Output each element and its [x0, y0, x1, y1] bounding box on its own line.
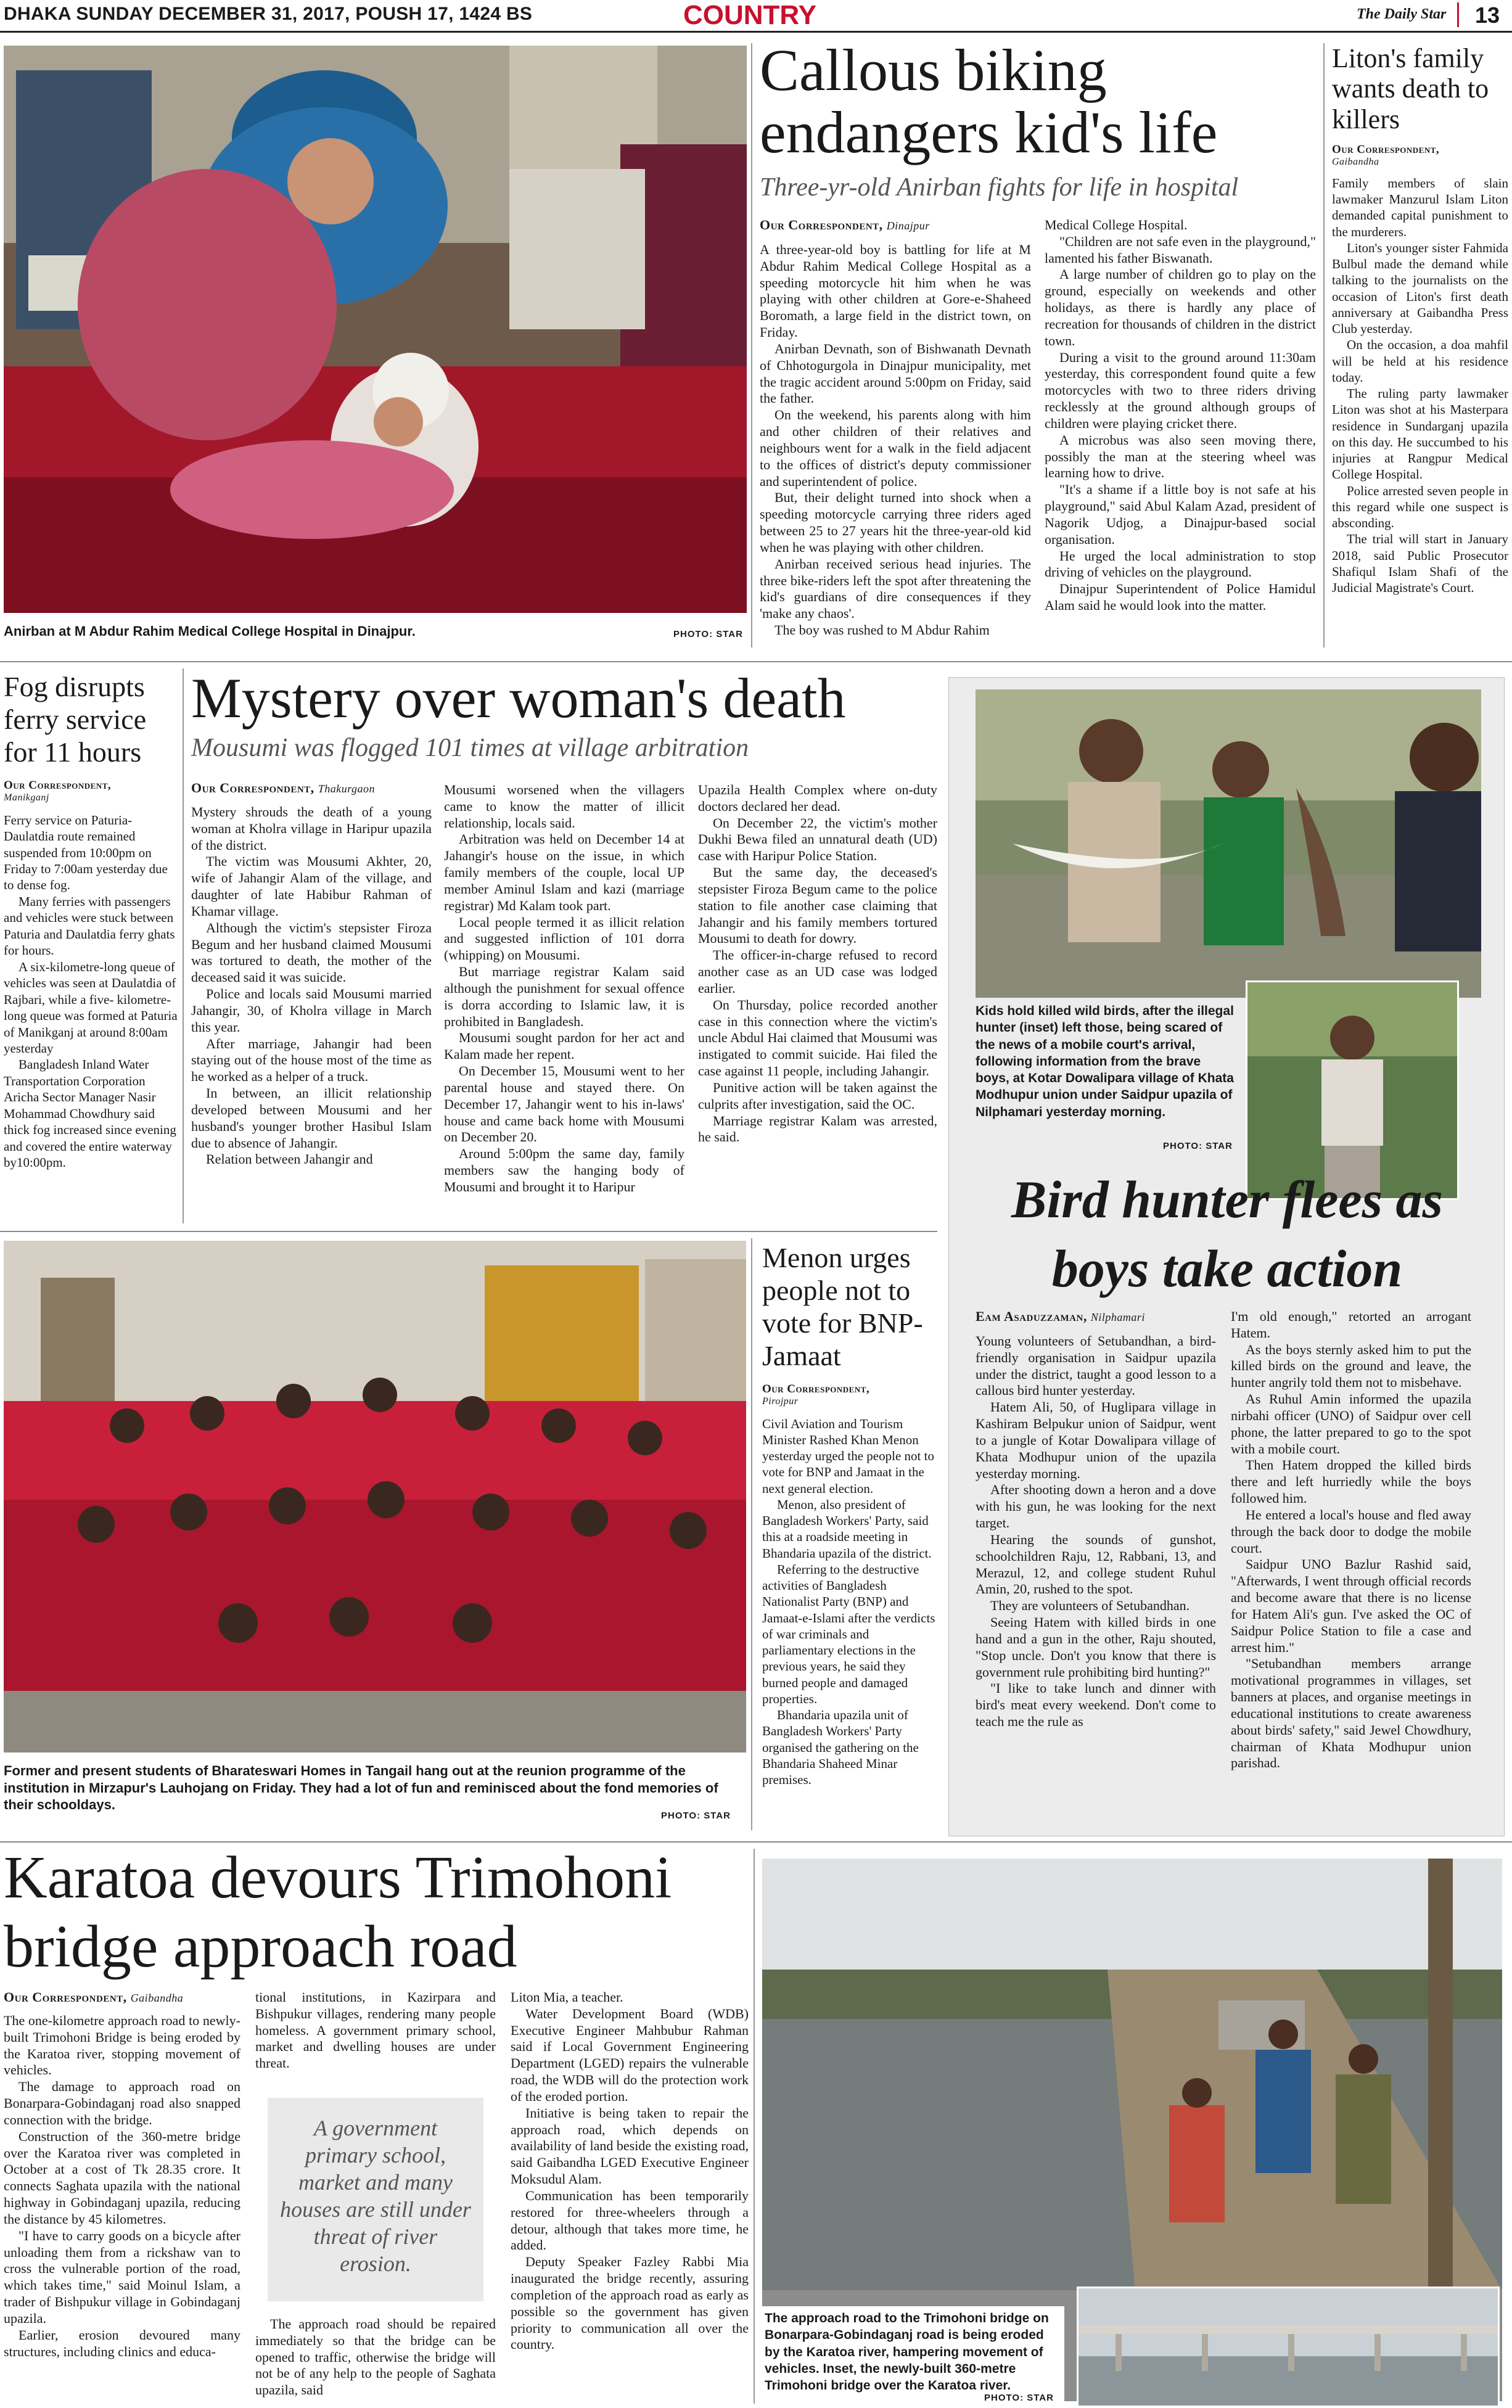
photo-hospital-credit: PHOTO: STAR	[673, 629, 743, 639]
story-liton	[1332, 43, 1508, 596]
divider	[751, 43, 752, 647]
pull-quote: A government primary school, market and many houses are still under threat of river erosion.	[280, 2116, 471, 2276]
paragraph: The approach road should be repaired immediately so that the bridge can be opened to traffic, otherwise the bridge will not be of any help to the people of Saghata upazila, said	[255, 2316, 496, 2398]
paragraph: As Ruhul Amin informed the upazila nirbahi officer (UNO) of Saidpur over cell phone, the latter prepared to go to the spot with a mobile court.	[1231, 1391, 1471, 1457]
paragraph: He urged the local administration to stop driving of vehicles on the playground.	[1045, 548, 1316, 580]
paragraph: Anirban Devnath, son of Bishwanath Devnath of Chhotogurgola in Dinajpur municipality, met the tragic accident around 5:00pm on Friday, said the father.	[760, 340, 1031, 406]
paragraph: Liton Mia, a teacher.	[511, 1989, 623, 2005]
paragraph: A microbus was also seen moving there, possibly the man at the steering wheel was learning how to drive.	[1045, 432, 1316, 481]
story-mystery-col3	[698, 782, 937, 1146]
byline-location: Pirojpur	[762, 1395, 799, 1407]
story-menon-body	[762, 1416, 937, 1788]
paragraph: The damage to approach road on Bonarpara-Gobindaganj road also snapped connection with the bridge.	[4, 2079, 240, 2127]
paragraph: Hatem Ali, 50, of Huglipara village in Kashiram Belpukur union of Saidpur, went to a jungle of Kotar Dowalipara village of Khata Modhupur union of the upazila yesterday morning.	[976, 1399, 1216, 1481]
paragraph: Liton's younger sister Fahmida Bulbul made the demand while talking to the journalists on the occasion of Liton's first death anniversary at Gaibandha Press Club yesterday.	[1332, 240, 1508, 337]
page-divider	[1457, 2, 1459, 27]
paragraph: Communication has been temporarily restored for three-wheelers through a detour, although that takes more time, he added.	[511, 2187, 749, 2253]
story-mystery-byline	[191, 780, 375, 796]
story-menon	[762, 1242, 937, 1788]
paragraph: Referring to the destructive activities of Bangladesh Nationalist Party (BNP) and Jamaat-e-Islami after the verdicts of war criminals and parliamentary elections in the previous years, he said they burned people and damaged properties.	[762, 1561, 935, 1706]
story-mystery-col2	[444, 782, 684, 1196]
paragraph: Saidpur UNO Bazlur Rashid said, "Afterwards, I went through official records and become aware that there is no license for Hatem Ali's gun. I've asked the OC of Saidpur Police Station to file a case and arrest him."	[1231, 1556, 1471, 1655]
story-bird-byline	[976, 1309, 1145, 1325]
paragraph: Police arrested seven people in this regard while one suspect is absconding.	[1332, 483, 1508, 531]
paragraph: On Thursday, police recorded another case in this connection where the victim's uncle Abdul Hai claimed that Mousumi was instigated to commit suicide. Hai filed the case against 11 people, including Jahangir.	[698, 996, 937, 1079]
photo-reunion	[4, 1241, 746, 1753]
byline-name: Eam Asaduzzaman,	[976, 1309, 1087, 1324]
story-karatoa-byline	[4, 1989, 183, 2005]
paragraph: A six-kilometre-long queue of vehicles was seen at Daulatdia of Rajbari, while a five- kilometre-long queue was formed at Paturia of Manikganj at around 8:00am yesterday	[4, 959, 178, 1056]
paragraph: The officer-in-charge refused to record another case as an UD case was lodged earlier.	[698, 947, 937, 996]
story-bird	[962, 1165, 1492, 1304]
divider	[754, 1849, 755, 2404]
byline-name: Our Correspondent,	[1332, 142, 1440, 156]
paragraph: The ruling party lawmaker Liton was shot at his Masterpara residence in Sundarganj upazila on this day. He succumbed to his injuries at Rangpur Medical College Hospital.	[1332, 386, 1508, 482]
photo-reunion-image	[4, 1241, 746, 1753]
story-mystery	[191, 668, 931, 763]
paragraph: Arbitration was held on December 14 at Jahangir's house on the issue, in which family members of the couple, local UP member Aminul Islam and kazi (marriage registrar) Md Kalam took part.	[444, 831, 684, 913]
paragraph: But the same day, the deceased's stepsister Firoza Begum came to the police station to file another case claiming that Jahangir and his family members tortured Mousumi to death for dowry.	[698, 865, 937, 947]
story-bird-col1	[976, 1333, 1216, 1730]
byline-location: Nilphamari	[1090, 1311, 1145, 1323]
paragraph: Then Hatem dropped the killed birds there and left hurriedly while the boys followed him.	[1231, 1457, 1471, 1506]
paragraph: On December 22, the victim's mother Dukhi Bewa filed an unnatural death (UD) case with Haripur Police Station.	[698, 815, 937, 864]
paragraph: Around 5:00pm the same day, family members saw the hanging body of Mousumi and brought it to Haripur	[444, 1146, 684, 1194]
page-number: 13	[1475, 2, 1500, 28]
story-mystery-headline: Mystery over woman's death	[191, 667, 846, 729]
photo-hospital-caption: Anirban at M Abdur Rahim Medical College Hospital in Dinajpur.	[4, 623, 416, 639]
story-biking-byline	[760, 217, 930, 233]
paragraph: On the occasion, a doa mahfil will be held at his residence today.	[1332, 337, 1508, 385]
paragraph: Civil Aviation and Tourism Minister Rashed Khan Menon yesterday urged the people not to vote for BNP and Jamaat in the next general election.	[762, 1416, 934, 1496]
byline-location: Dinajpur	[886, 220, 930, 232]
paragraph: As the boys sternly asked him to put the killed birds on the ground and leave, the hunter angrily told them not to misbehave.	[1231, 1341, 1471, 1391]
paragraph: Dinajpur Superintendent of Police Hamidul Alam said he would look into the matter.	[1045, 581, 1316, 614]
story-liton-byline	[1332, 143, 1508, 168]
story-menon-headline: Menon urges people not to vote for BNP-Jamaat	[762, 1242, 923, 1371]
story-karatoa-col2a	[255, 1989, 496, 2072]
paragraph: But marriage registrar Kalam said although the punishment for sexual offence is dorra according to Islamic law, it is prohibited in Bangladesh.	[444, 964, 684, 1029]
masthead-dateline: DHAKA SUNDAY DECEMBER 31, 2017, POUSH 17, 1424 BS	[4, 4, 533, 24]
story-biking	[760, 39, 1321, 202]
paragraph: On the weekend, his parents along with him and other children of their relatives and neighbours went for a walk in the field adjacent to the offices of district's deputy commissioner and superintendent of police.	[760, 407, 1031, 489]
paragraph: Medical College Hospital.	[1045, 217, 1188, 232]
story-karatoa-col3	[511, 1989, 749, 2353]
paragraph: Local people termed it as illicit relation and suggested infliction of 101 dorra (whipping) on Mousumi.	[444, 914, 684, 963]
section-title: COUNTRY	[683, 0, 816, 30]
photo-reunion-credit: PHOTO: STAR	[661, 1810, 731, 1821]
photo-birds-image	[976, 689, 1481, 998]
paragraph: A large number of children go to play on the ground, especially on weekends and other holidays, as there is hardly any place of recreation for thousands of children in the district town.	[1045, 266, 1316, 348]
section-rule	[0, 1231, 937, 1232]
photo-bridge-inset	[1077, 2287, 1500, 2407]
paragraph: Seeing Hatem with killed birds in one hand and a gun in the other, Raju shouted, "Stop uncle. Don't you know that there is government rule prohibiting bird hunting?"	[976, 1614, 1216, 1680]
byline-location: Thakurgaon	[318, 783, 376, 795]
paragraph: The boy was rushed to M Abdur Rahim	[774, 622, 990, 638]
paragraph: On December 15, Mousumi went to her parental house and stayed there. On December 17, Jahangir went to his in-laws' house and came back home with Mousumi on December 20.	[444, 1063, 684, 1145]
paragraph: "Setubandhan members arrange motivational programmes in villages, set banners at places, and organise meetings in educational institutions to create awareness about birds' safety," said Jewel Chowdhury, chairman of Khata Modhupur union parishad.	[1231, 1656, 1471, 1771]
paragraph: I'm old enough," retorted an arrogant Hatem.	[1231, 1309, 1471, 1341]
paragraph: Water Development Board (WDB) Executive Engineer Mahbubur Rahman said if Local Government Engineering Department (LGED) repairs the vulnerable road, the WDB will do the protection work of the eroded portion.	[511, 2005, 749, 2104]
paragraph: Young volunteers of Setubandhan, a bird-friendly organisation in Saidpur upazila under the district, taught a good lesson to a callous bird hunter yesterday.	[976, 1333, 1216, 1399]
byline-name: Our Correspondent,	[762, 1382, 870, 1395]
photo-hospital-image	[4, 46, 747, 613]
paragraph: Earlier, erosion devoured many structures, including clinics and educa-	[4, 2327, 240, 2359]
divider	[183, 668, 184, 1223]
paragraph: Ferry service on Paturia-Daulatdia route remained suspended from 10:00pm on Friday to 7:00am yesterday due to dense fog.	[4, 812, 168, 893]
story-biking-col1	[760, 242, 1031, 639]
story-fog-headline: Fog disrupts ferry service for 11 hours	[4, 671, 147, 768]
paragraph: Marriage registrar Kalam was arrested, he said.	[698, 1112, 937, 1145]
photo-birds-credit: PHOTO: STAR	[1163, 1141, 1233, 1151]
byline-name: Our Correspondent,	[760, 217, 883, 232]
paragraph: "It's a shame if a little boy is not safe at his playground," said Abul Kalam Azad, president of Nagorik Udjog, a Dinajpur-based social organisation.	[1045, 482, 1316, 547]
byline-location: Gaibandha	[1332, 156, 1379, 167]
section-rule	[0, 661, 1512, 662]
paragraph: Although the victim's stepsister Firoza Begum and her husband claimed Mousumi was tortured to death, the mother of the deceased said it was suicide.	[191, 919, 432, 985]
paragraph: He entered a local's house and fled away through the back door to dodge the mobile court.	[1231, 1506, 1471, 1556]
byline-location: Gaibandha	[130, 1992, 184, 2004]
story-liton-headline: Liton's family wants death to killers	[1332, 43, 1489, 134]
byline-name: Our Correspondent,	[4, 1989, 127, 2005]
story-bird-headline: Bird hunter flees as boys take action	[1011, 1170, 1444, 1298]
section-rule	[0, 1841, 1512, 1843]
story-biking-headline: Callous biking endangers kid's life	[760, 37, 1218, 165]
paragraph: Many ferries with passengers and vehicles were stuck between Paturia and Daulatdia ferry ghats for hours.	[4, 894, 175, 958]
byline-name: Our Correspondent,	[191, 780, 314, 795]
divider	[751, 1238, 752, 1830]
paragraph: Mystery shrouds the death of a young woman at Kholra village in Haripur upazila of the district.	[191, 804, 432, 853]
paragraph: Police and locals said Mousumi married Jahangir, 30, of Kholra village in March this year.	[191, 986, 432, 1035]
story-biking-col2	[1045, 217, 1316, 614]
story-karatoa-col1	[4, 2013, 240, 2360]
inset-bridge-image	[1079, 2288, 1498, 2406]
paragraph: Construction of the 360-metre bridge over the Karatoa river was completed in October at a cost of Tk 28.35 crore. It connects Saghata upazila with the national highway in Gobindaganj upazila, reducing the distance by 45 kilometres.	[4, 2128, 240, 2227]
story-fog-byline	[4, 779, 178, 803]
story-mystery-deck: Mousumi was flogged 101 times at village arbitration	[191, 733, 749, 762]
divider	[1323, 43, 1325, 647]
byline-name: Our Correspondent,	[4, 778, 112, 792]
paragraph: "I like to take lunch and dinner with bird's meat every weekend. Don't come to teach me the rule as	[976, 1680, 1216, 1730]
paragraph: A three-year-old boy is battling for life at M Abdur Rahim Medical College Hospital as a speeding motorcycle hit him when he was playing with other children at Gore-e-Shaheed Boromath, a large field in the district town, on Friday.	[760, 242, 1031, 340]
byline-location: Manikganj	[4, 792, 49, 803]
story-biking-deck: Three-yr-old Anirban fights for life in hospital	[760, 173, 1239, 202]
story-bird-col2	[1231, 1309, 1471, 1772]
paragraph: tional institutions, in Kazirpara and Bishpukur villages, rendering many people homeless. A government primary school, market and dwelling houses are under threat.	[255, 1989, 496, 2071]
paragraph: During a visit to the ground around 11:30am yesterday, this correspondent found quite a few motorcycles with two to three riders driving recklessly at the ground although groups of children were playing cricket there.	[1045, 349, 1316, 431]
paragraph: Initiative is being taken to repair the approach road, which depends on availability of land beside the existing road, said Gaibandha LGED Executive Engineer Moksudul Alam.	[511, 2105, 749, 2187]
paper-logo: The Daily Star	[1357, 6, 1447, 22]
story-liton-body	[1332, 175, 1508, 596]
paragraph: After shooting down a heron and a dove with his gun, he was looking for the next target.	[976, 1482, 1216, 1531]
photo-birds	[976, 689, 1481, 998]
paragraph: Family members of slain lawmaker Manzurul Islam Liton demanded capital punishment to the murderers.	[1332, 175, 1508, 239]
story-karatoa-col2b	[255, 2316, 496, 2399]
paragraph: "I have to carry goods on a bicycle after unloading them from a rickshaw van to cross the vulnerable portion of the road, which takes time," said Moinul Islam, a trader of Bishpukur village in Gobindaganj upazila.	[4, 2227, 240, 2326]
paragraph: Relation between Jahangir and	[206, 1151, 373, 1167]
paragraph: In between, an illicit relationship developed between Mousumi and her husband's younger brother Hasibul Islam due to absence of Jahangir.	[191, 1085, 432, 1151]
paragraph: But, their delight turned into shock when a speeding motorcycle carrying three riders aged between 25 to 27 years hit the three-year-old kid when he was playing with other children.	[760, 490, 1031, 555]
masthead	[0, 0, 1512, 32]
paragraph: Bangladesh Inland Water Transportation Corporation Aricha Sector Manager Nasir Mohammad Chowdhury said thick fog increased since evening and covered the entire waterway by10:00pm.	[4, 1057, 176, 1170]
paragraph: The victim was Mousumi Akhter, 20, wife of Jahangir Alam of the village, and daughter of late Habibur Rahman of Khamar village.	[191, 853, 432, 919]
paragraph: After marriage, Jahangir had been staying out of the house most of the time as he worked as a helper of a truck.	[191, 1035, 432, 1085]
story-fog-body	[4, 812, 178, 1171]
paragraph: Mousumi worsened when the villagers came to know the matter of illicit relationship, locals said.	[444, 782, 684, 831]
story-karatoa-headline: Karatoa devours Trimohoni bridge approach road	[4, 1844, 672, 1980]
paragraph: Hearing the sounds of gunshot, schoolchildren Raju, 12, Rabbani, 13, and Merazul, 12, and college student Ruhul Amin, 20, rushed to the spot.	[976, 1531, 1216, 1597]
story-menon-byline	[762, 1383, 937, 1407]
paragraph: Anirban received serious head injuries. The three bike-riders left the spot after threatening the kid's guardians of dire consequences if they 'make any chaos'.	[760, 556, 1031, 622]
paragraph: "Children are not safe even in the playground," lamented his father Biswanath.	[1045, 233, 1316, 266]
photo-birds-caption: Kids hold killed wild birds, after the illegal hunter (inset) left those, being scared of the news of a mobile court's arrival, following information from the brave boys, at Kotar Dowalipara village of Khata Modhupur union under Saidpur upazila of Nilphamari yesterday morning.	[976, 1004, 1234, 1119]
paragraph: Bhandaria upazila unit of Bangladesh Workers' Party organised the gathering on the Bhandaria Shaheed Minar premises.	[762, 1707, 919, 1788]
paragraph: They are volunteers of Setubandhan.	[990, 1598, 1190, 1614]
story-fog	[4, 671, 178, 1171]
photo-reunion-caption: Former and present students of Bharateswari Homes in Tangail hang out at the reunion programme of the institution in Mirzapur's Lauhojang on Friday. They had a lot of fun and reminisced about the fond memories of their schooldays.	[4, 1763, 718, 1812]
paragraph: Upazila Health Complex where on-duty doctors declared her dead.	[698, 782, 937, 814]
paragraph: Menon, also president of Bangladesh Workers' Party, said this at a roadside meeting in Bhandaria upazila of the district.	[762, 1497, 932, 1561]
paragraph: Deputy Speaker Fazley Rabbi Mia inaugurated the bridge recently, assuring completion of the approach road as early as possible so the government has given priority to communication all over the country.	[511, 2254, 749, 2353]
story-mystery-col1	[191, 804, 432, 1168]
photo-bridge-caption: The approach road to the Trimohoni bridge on Bonarpara-Gobindaganj road is being eroded by the Karatoa river, hampering movement of vehicles. Inset, the newly-built 360-metre Trimohoni bridge over the Karatoa river.	[765, 2311, 1049, 2393]
masthead-rule	[0, 31, 1512, 33]
photo-hospital	[4, 46, 747, 613]
paragraph: The one-kilometre approach road to newly-built Trimohoni Bridge is being eroded by the Karatoa river, stopping movement of vehicles.	[4, 2013, 240, 2078]
paragraph: The trial will start in January 2018, said Public Prosecutor Shafiqul Islam Shafi of the Judicial Magistrate's Court.	[1332, 532, 1508, 596]
photo-bridge-credit: PHOTO: STAR	[984, 2393, 1054, 2403]
paragraph: Punitive action will be taken against the culprits after investigation, said the OC.	[698, 1079, 937, 1112]
paragraph: Mousumi sought pardon for her act and Kalam made her repent.	[444, 1030, 684, 1062]
story-karatoa	[4, 1844, 756, 1981]
